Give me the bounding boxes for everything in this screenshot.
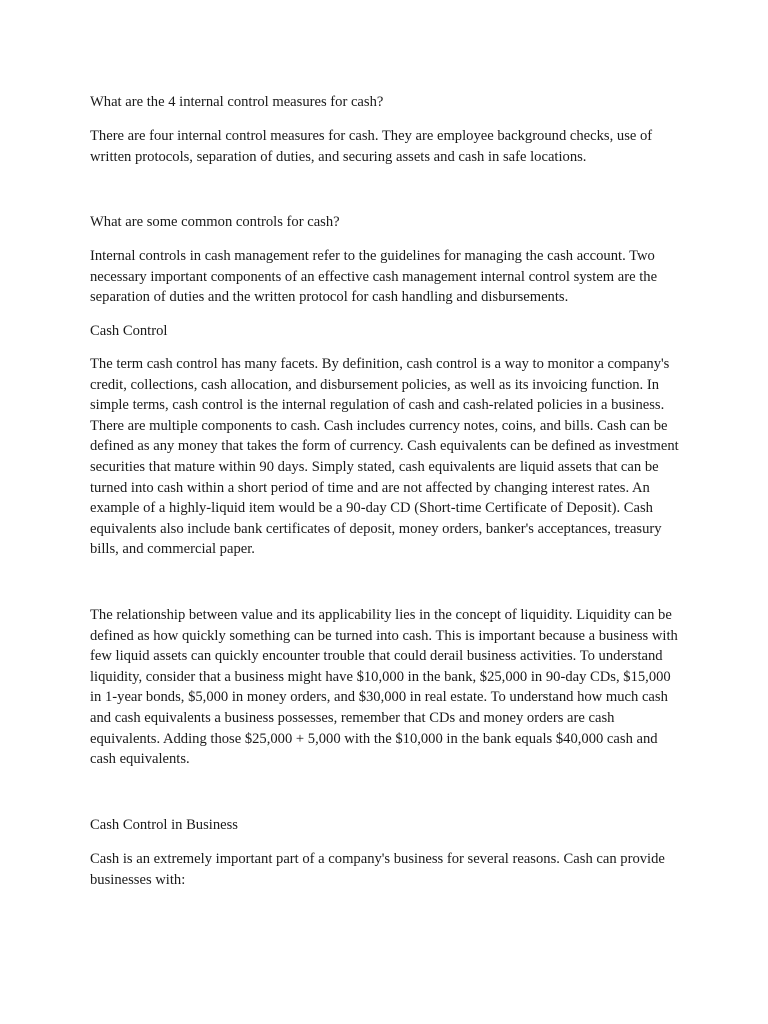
paragraph-cash-control-in-business: Cash is an extremely important part of a company's business for several reasons. Cash can provide businesses with:: [90, 851, 665, 888]
question-heading-internal-control-measures: What are the 4 internal control measures for cash?: [90, 94, 384, 110]
paragraph-cash-control: The term cash control has many facets. By definition, cash control is a way to monitor a company's credit, collections, cash allocation, and disbursement policies, as well as its invoicing function. In simple terms, cash control is the internal regulation of cash and cash-related policies in a business. There are multiple components to cash. Cash includes currency notes, coins, and bills. Cash can be defined as any money that takes the form of currency. Cash equivalents can be defined as investment securities that mature within 90 days. Simply stated, cash equivalents are liquid assets that can be turned into cash within a short period of time and are not affected by changing interest rates. An example of a highly-liquid item would be a 90-day CD (Short-time Certificate of Deposit). Cash equivalents also include bank certificates of deposit, money orders, banker's acceptances, treasury bills, and commercial paper.: [90, 356, 679, 558]
question-heading-common-controls: What are some common controls for cash?: [90, 214, 340, 230]
section-heading-cash-control: Cash Control: [90, 323, 168, 339]
section-heading-cash-control-in-business: Cash Control in Business: [90, 817, 238, 833]
paragraph-liquidity: The relationship between value and its applicability lies in the concept of liquidity. Liquidity can be defined as how quickly something can be turned into cash. This is important because a business with few liquid assets can quickly encounter trouble that could derail business activities. To understand liquidity, consider that a business might have $10,000 in the bank, $25,000 in 90-day CDs, $15,000 in 1-year bonds, $5,000 in money orders, and $30,000 in real estate. To understand how much cash and cash equivalents a business possesses, remember that CDs and money orders are cash equivalents. Adding those $25,000 + 5,000 with the $10,000 in the bank equals $40,000 cash and cash equivalents.: [90, 607, 678, 768]
answer-internal-control-measures: There are four internal control measures for cash. They are employee background checks, use of written protocols, separation of duties, and securing assets and cash in safe locations.: [90, 128, 653, 165]
answer-common-controls: Internal controls in cash management refer to the guidelines for managing the cash account. Two necessary important components of an effective cash management internal control system are the separation of duties and the written protocol for cash handling and disbursements.: [90, 248, 658, 306]
